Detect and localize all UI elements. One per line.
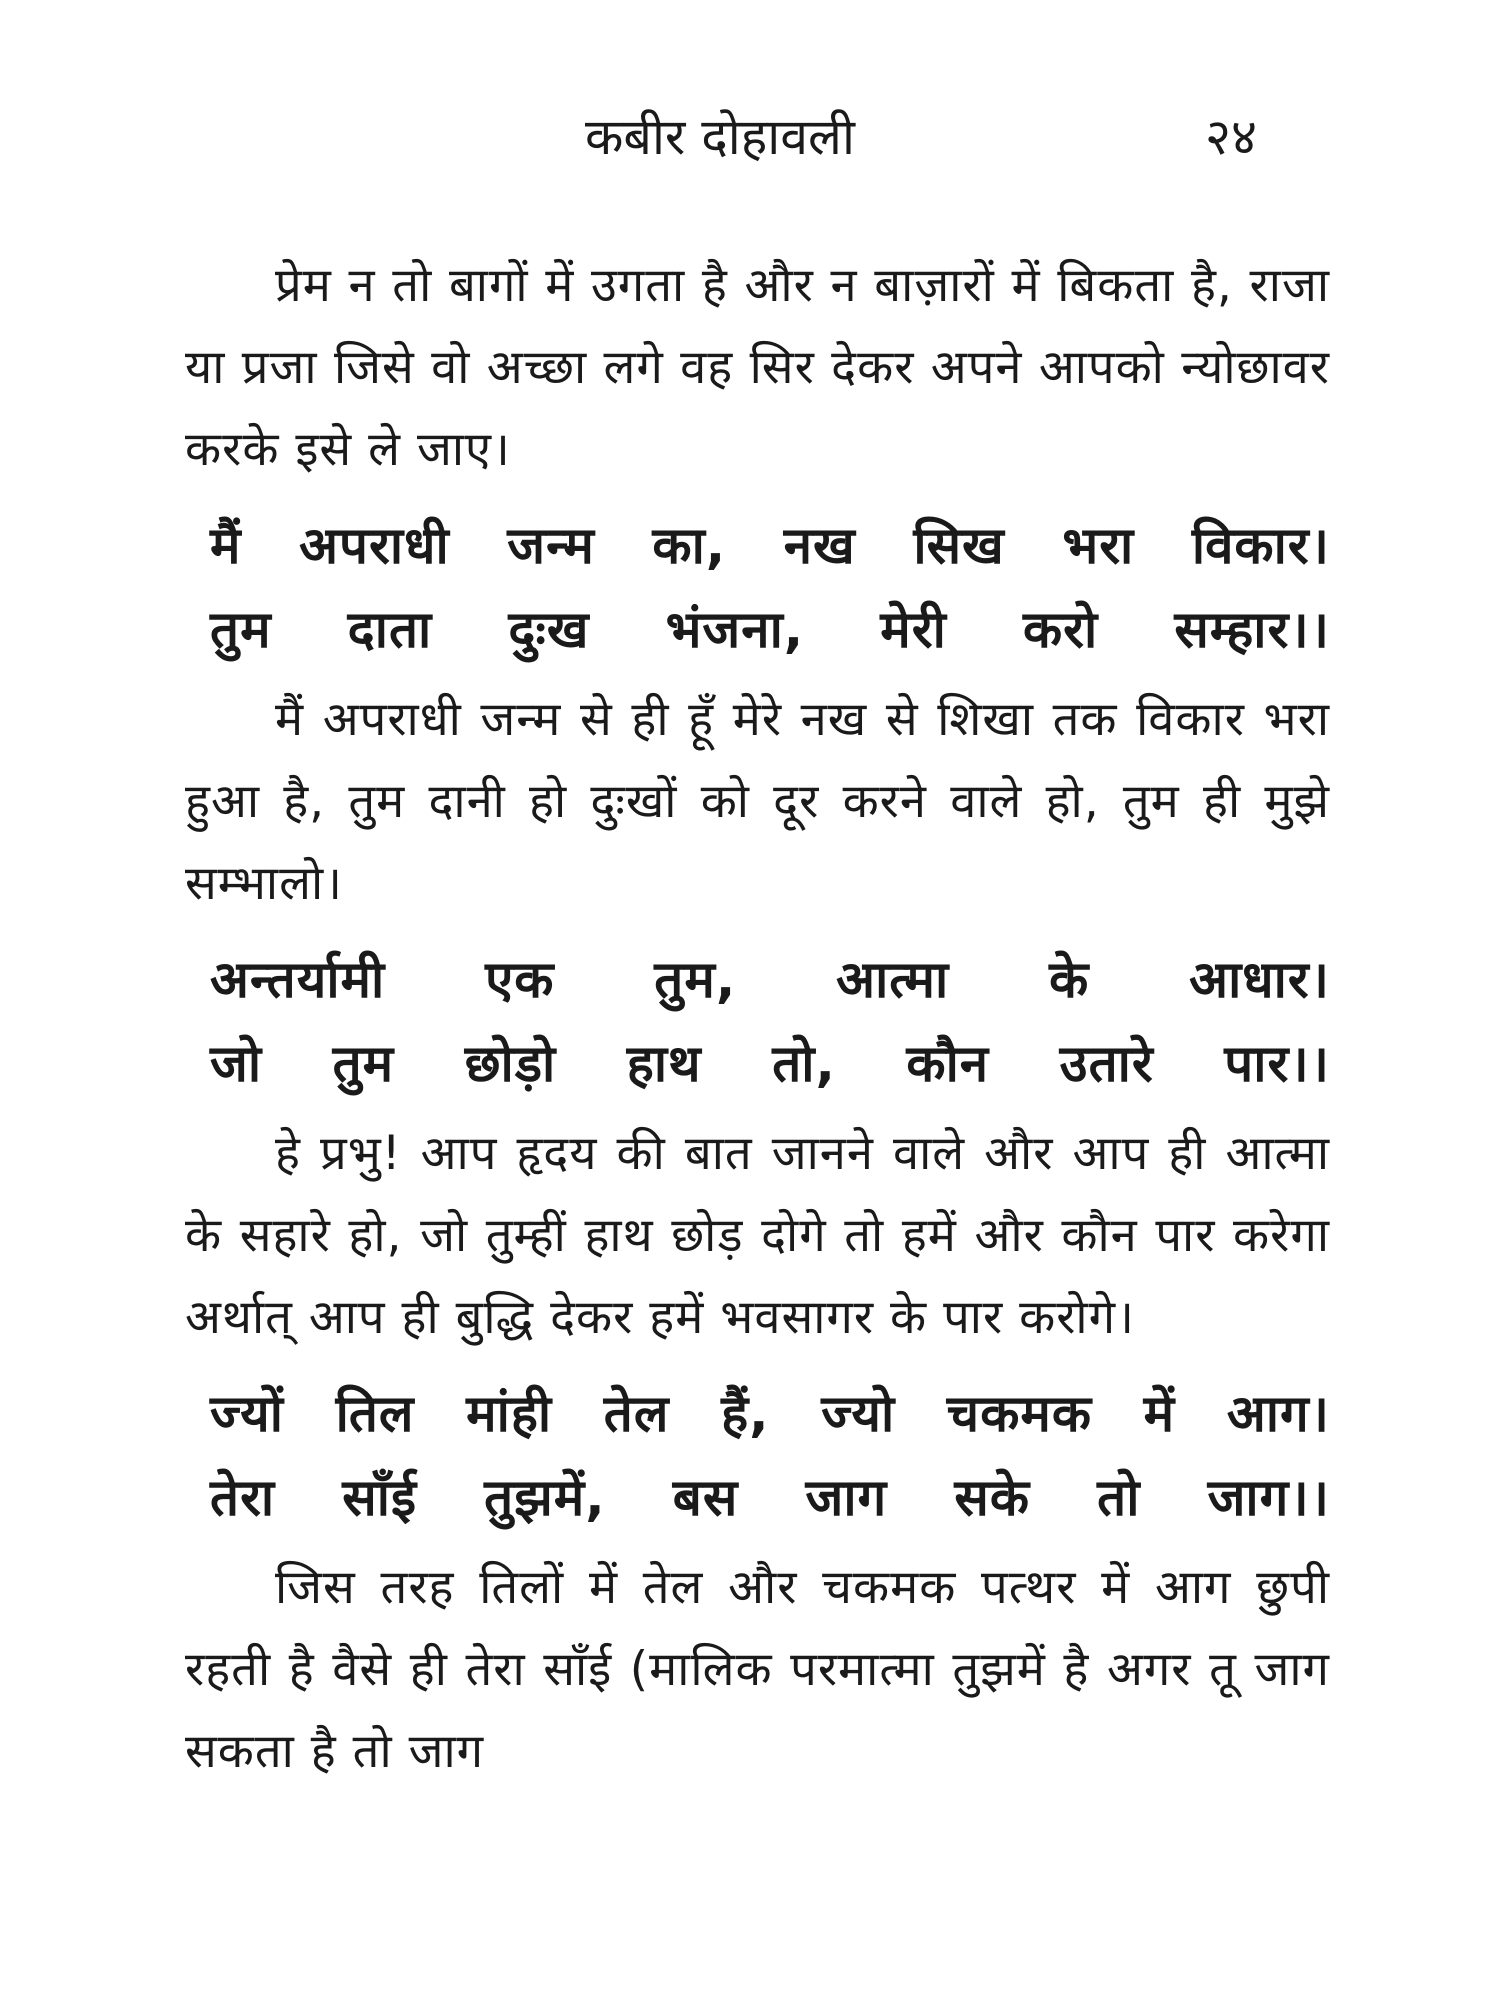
doha-line: मैं अपराधी जन्म का, नख सिख भरा विकार। — [210, 517, 1330, 576]
prose-paragraph: हे प्रभु! आप हृदय की बात जानने वाले और आप ही आत्मा के सहारे हो, जो तुम्हीं हाथ छोड़ दोगे तो हमें और कौन पार करेगा अर्थात् आप ही बुद्धि देकर हमें भवसागर के पार करोगे। — [185, 1126, 1330, 1345]
prose-paragraph: जिस तरह तिलों में तेल और चकमक पत्थर में आग छुपी रहती है वैसे ही तेरा साँई (मालिक परमात्मा तुझमें है अगर तू जाग सकता है तो जाग — [185, 1560, 1330, 1779]
doha-couplet — [185, 505, 1330, 673]
page-header — [0, 102, 1500, 172]
doha-line: जो तुम छोड़ो हाथ तो, कौन उतारे पार।। — [210, 1035, 1330, 1094]
prose-paragraph: मैं अपराधी जन्म से ही हूँ मेरे नख से शिखा तक विकार भरा हुआ है, तुम दानी हो दुःखों को दूर करने वाले हो, तुम ही मुझे सम्भालो। — [185, 692, 1330, 911]
doha-couplet — [185, 939, 1330, 1107]
prose-paragraph: प्रेम न तो बागों में उगता है और न बाज़ारों में बिकता है, राजा या प्रजा जिसे वो अच्छा लगे वह सिर देकर अपने आपको न्योछावर करके इसे ले जाए। — [185, 258, 1330, 477]
doha-line: तेरा साँई तुझमें, बस जाग सके तो जाग।। — [210, 1469, 1330, 1528]
page-number: २४ — [1205, 108, 1257, 166]
doha-line: ज्यों तिल मांही तेल हैं, ज्यो चकमक में आग। — [210, 1385, 1330, 1444]
doha-couplet — [185, 1373, 1330, 1541]
running-title: कबीर दोहावली — [585, 108, 855, 166]
doha-line: तुम दाता दुःख भंजना, मेरी करो सम्हार।। — [210, 601, 1330, 660]
page-body — [185, 245, 1330, 1807]
doha-line: अन्तर्यामी एक तुम, आत्मा के आधार। — [210, 951, 1330, 1010]
